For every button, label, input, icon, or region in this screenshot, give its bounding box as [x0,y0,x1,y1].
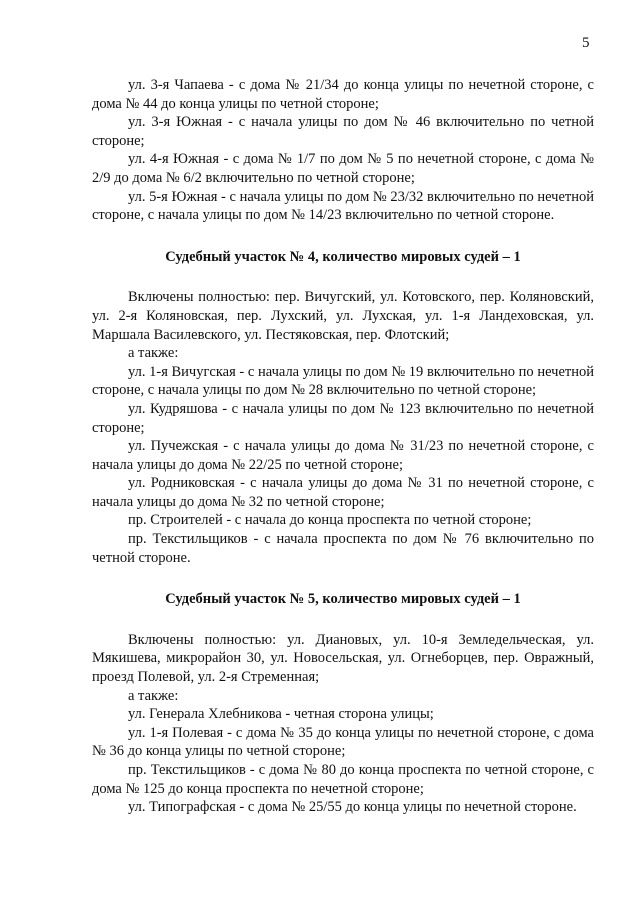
section-3-paragraph: ул. 4-я Южная - с дома № 1/7 по дом № 5 по нечетной стороне, с дома № 2/9 до дома № 6/2 включительно по четной стороне; [92,151,594,186]
section-4-item: ул. Родниковская - с начала улицы до дома № 31 по нечетной стороне, с начала улицы до дома № 32 по четной стороне; [92,475,594,510]
section-4-item: ул. 1-я Вичугская - с начала улицы по дом № 19 включительно по нечетной стороне, с начала улицы по дом № 28 включительно по четной стороне; [92,363,594,399]
section-4-also-label: а также: [128,345,179,362]
section-3-paragraph: ул. 5-я Южная - с начала улицы по дом № 23/32 включительно по нечетной стороне, с начала улицы по дом № 14/23 включительно по четной стороне. [92,188,594,224]
section-5-also-label: а также: [128,687,179,704]
section-4-item: ул. Пучежская - с начала улицы до дома № 31/23 по нечетной стороне, с начала улицы до дома № 22/25 по четной стороне; [92,438,594,473]
section-5-item: ул. Типографская - с дома № 25/55 до конца улицы по нечетной стороне. [128,799,577,816]
section-4-item: пр. Текстильщиков - с начала проспекта по дом № 76 включительно по четной стороне. [92,531,594,566]
section-4-heading: Судебный участок № 4, количество мировых судей – 1 [165,248,521,265]
section-3-paragraph: ул. 3-я Чапаева - с дома № 21/34 до конца улицы по нечетной стороне, с дома № 44 до конца улицы по четной стороне; [92,77,594,112]
section-5-item: ул. Генерала Хлебникова - четная сторона улицы; [128,706,434,723]
section-5-heading: Судебный участок № 5, количество мировых судей – 1 [165,591,521,608]
section-4-included-fully: Включены полностью: пер. Вичугский, ул. Котовского, пер. Коляновский, ул. 2-я Коляновская, пер. Лухский, ул. Лухская, ул. 1-я Ландеховская, ул. Маршала Василевского, ул. Пестяковская, пер. Флотский; [92,289,594,343]
section-4-item: пр. Строителей - с начала до конца проспекта по четной стороне; [128,512,532,529]
section-4-item: ул. Кудряшова - с начала улицы по дом № 123 включительно по нечетной стороне; [92,400,594,436]
document-body [92,76,594,817]
section-5-item: ул. 1-я Полевая - с дома № 35 до конца улицы по нечетной стороне, с дома № 36 до конца улицы по четной стороне; [92,724,594,760]
section-3-paragraph: ул. 3-я Южная - с начала улицы по дом № 46 включительно по четной стороне; [92,114,594,149]
section-5-included-fully: Включены полностью: ул. Диановых, ул. 10-я Земледельческая, ул. Мякишева, микрорайон 30, ул. Новосельская, ул. Огнеборцев, пер. Овражный, проезд Полевой, ул. 2-я Стременная; [92,631,594,686]
page-number: 5 [582,35,590,51]
section-5-item: пр. Текстильщиков - с дома № 80 до конца проспекта по четной стороне, с дома № 125 до конца проспекта по нечетной стороне; [92,762,594,797]
